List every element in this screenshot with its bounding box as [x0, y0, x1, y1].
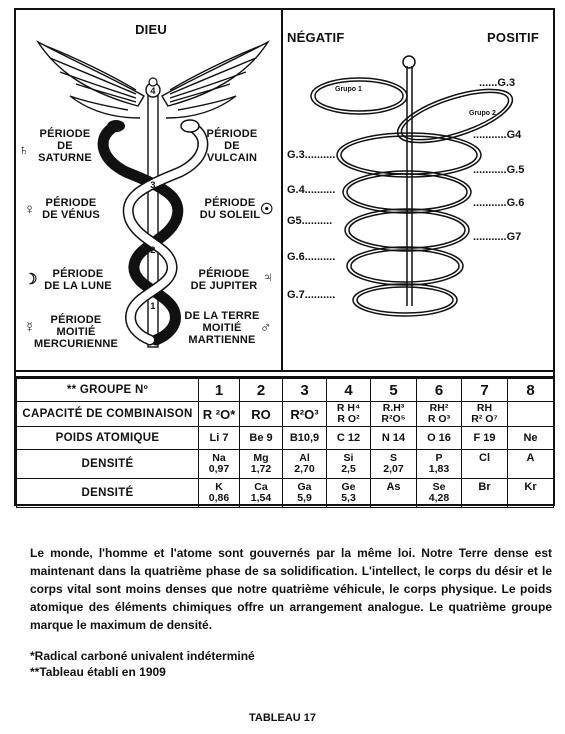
- row-label-densite-2: DENSITÉ: [17, 479, 199, 508]
- spiral-panel: [283, 10, 553, 370]
- poids-cell-1: Li 7: [199, 427, 240, 450]
- cap-cell-4: R H⁴ R O²: [327, 402, 371, 427]
- densite2-cell-8: Kr: [508, 479, 554, 508]
- caduceus-panel: [16, 10, 283, 370]
- jupiter-symbol: ♃: [262, 269, 274, 286]
- mars-symbol: ♂: [260, 319, 272, 336]
- label-lune: PÉRIODE DE LA LUNE: [44, 268, 112, 292]
- level-left-g5: G5..........: [287, 215, 333, 227]
- level-right-g3: ......G.3: [479, 77, 516, 89]
- venus-symbol: ♀: [24, 201, 36, 218]
- level-right-g7: ...........G7: [473, 231, 522, 243]
- label-grupo2: Grupo 2: [469, 110, 496, 117]
- densite2-cell-3: Ga 5,9: [283, 479, 327, 508]
- footnote-radical: *Radical carboné univalent indéterminé: [30, 649, 255, 663]
- label-venus: PÉRIODE DE VÉNUS: [42, 197, 100, 221]
- level-left-g3: G.3..........: [287, 149, 336, 161]
- figure-caption: TABLEAU 17: [248, 712, 317, 724]
- sun-symbol: ☉: [260, 201, 274, 218]
- poids-cell-8: Ne: [508, 427, 554, 450]
- group-col-3: 3: [283, 379, 327, 402]
- row-label-capacite: CAPACITÉ DE COMBINAISON: [17, 402, 199, 427]
- poids-cell-5: N 14: [371, 427, 417, 450]
- densite1-cell-4: Si 2,5: [327, 450, 371, 479]
- densite1-cell-7: Cl: [462, 450, 508, 479]
- group-col-7: 7: [462, 379, 508, 402]
- densite1-cell-8: A: [508, 450, 554, 479]
- moon-symbol: ☽: [24, 271, 38, 288]
- level-right-g6: ...........G.6: [473, 197, 525, 209]
- staff-mark-1: 1: [150, 301, 156, 311]
- label-martienne: DE LA TERRE MOITIÉ MARTIENNE: [184, 310, 260, 346]
- poids-cell-2: Be 9: [240, 427, 283, 450]
- cap-cell-1: R ²O*: [199, 402, 240, 427]
- densite1-cell-6: P 1,83: [417, 450, 462, 479]
- staff-mark-2: 2: [150, 245, 156, 255]
- label-vulcain: PÉRIODE DE VULCAIN: [206, 128, 258, 164]
- densite1-cell-3: Al 2,70: [283, 450, 327, 479]
- poids-cell-4: C 12: [327, 427, 371, 450]
- cap-cell-5: R.H³ R²O⁵: [371, 402, 417, 427]
- row-poids: [17, 427, 554, 450]
- densite2-cell-5: As: [371, 479, 417, 508]
- densite2-cell-7: Br: [462, 479, 508, 508]
- mercury-symbol: ☿: [24, 319, 36, 336]
- level-right-g4: ...........G4: [473, 129, 522, 141]
- label-jupiter: PÉRIODE DE JUPITER: [190, 268, 258, 292]
- group-col-2: 2: [240, 379, 283, 402]
- figure-frame: [14, 8, 555, 506]
- panel-title-dieu: DIEU: [135, 22, 167, 37]
- panel-divider: [16, 370, 553, 378]
- group-col-6: 6: [417, 379, 462, 402]
- densite1-cell-1: Na 0,97: [199, 450, 240, 479]
- label-saturne: PÉRIODE DE SATURNE: [38, 128, 92, 164]
- group-col-5: 5: [371, 379, 417, 402]
- level-left-g7: G.7..........: [287, 289, 336, 301]
- footnote-tableau: **Tableau établi en 1909: [30, 665, 166, 679]
- densite1-cell-2: Mg 1,72: [240, 450, 283, 479]
- group-col-8: 8: [508, 379, 554, 402]
- densite2-cell-2: Ca 1,54: [240, 479, 283, 508]
- row-groupe: [17, 379, 554, 402]
- groupe-table: [16, 378, 554, 508]
- body-paragraph: Le monde, l'homme et l'atome sont gouvernés par la même loi. Notre Terre dense est maintenant dans la quatrième phase de sa solidification. L'intellect, le corps du désir et le corps vital sont moins denses que notre quatrième véhicule, le corps physique. Le poids atomique des éléments chimiques offre un arrangement analogue. Le quatrième groupe marque le maximum de densité.: [30, 546, 552, 632]
- staff-mark-4: 4: [150, 86, 156, 96]
- row-densite-1: [17, 450, 554, 479]
- poids-cell-6: O 16: [417, 427, 462, 450]
- cap-cell-7: RH R² O⁷: [462, 402, 508, 427]
- group-col-1: 1: [199, 379, 240, 402]
- label-positif: POSITIF: [487, 30, 539, 45]
- level-left-g6: G.6..........: [287, 251, 336, 263]
- staff-mark-3: 3: [150, 180, 156, 190]
- saturn-symbol: ♄: [18, 142, 30, 159]
- densite1-cell-5: S 2,07: [371, 450, 417, 479]
- label-negatif: NÉGATIF: [287, 30, 345, 45]
- poids-cell-7: F 19: [462, 427, 508, 450]
- row-label-groupe: ** GROUPE Nº: [17, 379, 199, 402]
- cap-cell-6: RH² R O³: [417, 402, 462, 427]
- row-densite-2: [17, 479, 554, 508]
- label-soleil: PÉRIODE DU SOLEIL: [199, 197, 261, 221]
- label-grupo1: Grupo 1: [335, 86, 362, 93]
- row-label-densite-1: DENSITÉ: [17, 450, 199, 479]
- densite2-cell-4: Ge 5,3: [327, 479, 371, 508]
- cap-cell-3: R²O³: [283, 402, 327, 427]
- level-right-g5: ...........G.5: [473, 164, 525, 176]
- cap-cell-8: [508, 402, 554, 427]
- cap-cell-2: RO: [240, 402, 283, 427]
- row-capacite: [17, 402, 554, 427]
- label-mercurienne: PÉRIODE MOITIÉ MERCURIENNE: [34, 314, 119, 350]
- densite2-cell-1: K 0,86: [199, 479, 240, 508]
- densite2-cell-6: Se 4,28: [417, 479, 462, 508]
- row-label-poids: POIDS ATOMIQUE: [17, 427, 199, 450]
- group-col-4: 4: [327, 379, 371, 402]
- poids-cell-3: B10,9: [283, 427, 327, 450]
- level-left-g4: G.4..........: [287, 184, 336, 196]
